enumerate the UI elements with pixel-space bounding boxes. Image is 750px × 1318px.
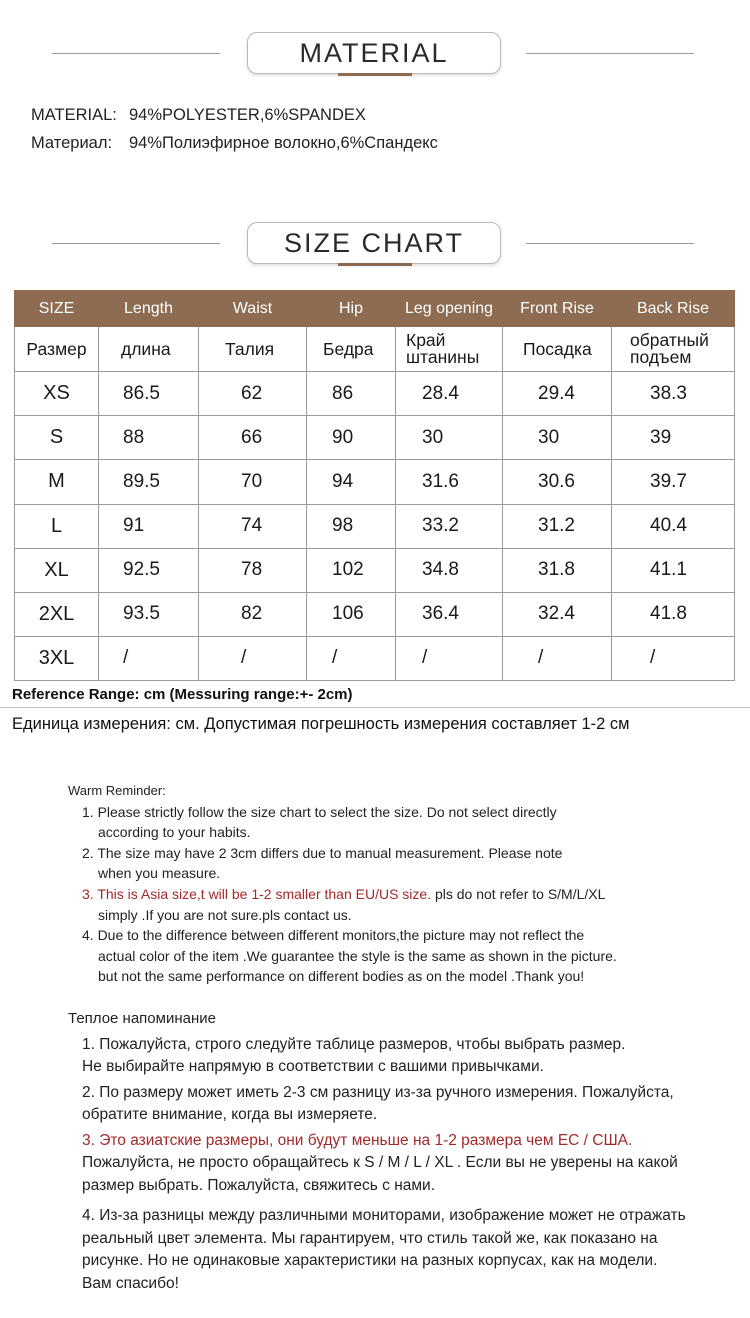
reference-range-note-ru: Единица измерения: см. Допустимая погрешность измерения составляет 1-2 см [12, 715, 630, 733]
header-cell: Length [99, 291, 199, 327]
reminder-item-text: реальный цвет элемента. Мы гарантируем, что стиль такой же, как показано на [82, 1229, 658, 1247]
title-accent-bar [338, 263, 412, 266]
table-row [15, 548, 735, 592]
reminder-item-text: размер выбрать. Пожалуйста, свяжитесь с нами. [82, 1176, 436, 1194]
value-cell: 30.6 [503, 460, 612, 504]
value-cell: 88 [99, 416, 199, 460]
header-cell-ru: длина [99, 327, 199, 372]
reminder-item [68, 925, 617, 987]
reminder-item-text [82, 884, 617, 905]
reminder-item-ru [68, 1130, 686, 1198]
warm-reminder-en [68, 781, 617, 987]
value-cell: 62 [199, 372, 307, 416]
material-label-en: MATERIAL: [31, 106, 117, 124]
value-cell: 89.5 [99, 460, 199, 504]
value-cell: 90 [307, 416, 396, 460]
value-cell: 70 [199, 460, 307, 504]
header-cell-ru: Бедра [307, 327, 396, 372]
value-cell: / [612, 636, 735, 680]
size-chart-table [14, 290, 735, 681]
value-cell: 41.1 [612, 548, 735, 592]
value-cell: 33.2 [396, 504, 503, 548]
value-cell: 28.4 [396, 372, 503, 416]
reminder-item-text: Не выбирайте напрямую в соответствии с вашими привычками. [82, 1058, 544, 1075]
material-label-ru: Материал: [31, 134, 113, 152]
table-row [15, 636, 735, 680]
size-cell: 2XL [15, 592, 99, 636]
size-cell: M [15, 460, 99, 504]
value-cell: 31.8 [503, 548, 612, 592]
value-cell: 106 [307, 592, 396, 636]
value-cell: 66 [199, 416, 307, 460]
header-cell-ru: Размер [15, 327, 99, 372]
material-value-en: 94%POLYESTER,6%SPANDEX [129, 106, 366, 124]
table-row [15, 372, 735, 416]
value-cell: 31.6 [396, 460, 503, 504]
value-cell: 30 [396, 416, 503, 460]
header-cell-ru: Талия [199, 327, 307, 372]
header-cell-ru: Посадка [503, 327, 612, 372]
value-cell: 86.5 [99, 372, 199, 416]
material-line-en [31, 106, 366, 125]
reminder-item [68, 843, 617, 884]
reminder-item-text: 1. Please strictly follow the size chart to select the size. Do not select directly [82, 803, 557, 820]
value-cell: 38.3 [612, 372, 735, 416]
header-cell: Back Rise [612, 291, 735, 327]
header-cell: Front Rise [503, 291, 612, 327]
value-cell: 30 [503, 416, 612, 460]
header-cell-ru: обратный подъем [612, 327, 735, 372]
section-divider [0, 707, 750, 708]
value-cell: 102 [307, 548, 396, 592]
size-cell: XS [15, 372, 99, 416]
reminder-item-ru [68, 1034, 686, 1079]
table-row [15, 460, 735, 504]
size-chart-heading [0, 222, 750, 268]
value-cell: 74 [199, 504, 307, 548]
value-cell: 31.2 [503, 504, 612, 548]
size-cell: L [15, 504, 99, 548]
value-cell: 86 [307, 372, 396, 416]
value-cell: 29.4 [503, 372, 612, 416]
header-cell: Hip [307, 291, 396, 327]
reminder-item-text: actual color of the item .We guarantee the style is the same as shown in the picture. [98, 947, 617, 964]
reminder-item-text: but not the same performance on different bodies as on the model .Thank you! [98, 968, 585, 985]
reminder-item-text: pls do not refer to S/M/L/XL [431, 885, 606, 902]
header-cell: Leg opening [396, 291, 503, 327]
heading-divider-left [52, 243, 220, 244]
size-chart-title: SIZE CHART [283, 228, 465, 258]
value-cell: / [199, 636, 307, 680]
material-title-pill [247, 32, 501, 74]
value-cell: 41.8 [612, 592, 735, 636]
reminder-item [68, 884, 617, 925]
reminder-item-ru [68, 1205, 686, 1295]
table-row [15, 592, 735, 636]
table-row [15, 504, 735, 548]
heading-divider-left [52, 53, 220, 54]
reminder-item-text: 4. Из-за разницы между различными мониторами, изображение может не отражать [82, 1207, 686, 1224]
reminder-title-ru: Теплое напоминание [68, 1010, 216, 1027]
reminder-item-text: Пожалуйста, не просто обращайтесь к S / M / L / XL . Если вы не уверены на какой [82, 1154, 678, 1171]
value-cell: 94 [307, 460, 396, 504]
value-cell: 40.4 [612, 504, 735, 548]
header-cell: Waist [199, 291, 307, 327]
heading-divider-right [526, 53, 694, 54]
value-cell: 36.4 [396, 592, 503, 636]
value-cell: 39 [612, 416, 735, 460]
reminder-item-text: обратите внимание, когда вы измеряете. [82, 1106, 378, 1123]
material-line-ru [31, 134, 438, 153]
value-cell: 78 [199, 548, 307, 592]
reminder-title: Warm Reminder: [68, 783, 166, 798]
reminder-item-text: 2. По размеру может иметь 2-3 см разницу из-за ручного измерения. Пожалуйста, [82, 1083, 674, 1101]
table-header-row-ru [15, 327, 735, 372]
value-cell: 34.8 [396, 548, 503, 592]
value-cell: 93.5 [99, 592, 199, 636]
reminder-warning-text: 3. Это азиатские размеры, они будут меньше на 1-2 размера чем EC / США. [82, 1131, 633, 1149]
reminder-item-text: Вам спасибо! [82, 1274, 179, 1292]
size-chart-title-pill [247, 222, 501, 264]
title-accent-bar [338, 73, 412, 76]
table-header-row [15, 291, 735, 327]
header-cell: SIZE [15, 291, 99, 327]
header-cell-ru: Край штанины [396, 327, 503, 372]
reminder-item [68, 802, 617, 843]
reminder-item-text: 2. The size may have 2 3cm differs due to manual measurement. Please note [82, 844, 563, 861]
value-cell: 92.5 [99, 548, 199, 592]
value-cell: / [396, 636, 503, 680]
value-cell: 98 [307, 504, 396, 548]
size-cell: S [15, 416, 99, 460]
size-cell: XL [15, 548, 99, 592]
size-cell: 3XL [15, 636, 99, 680]
reference-range-note: Reference Range: cm (Messuring range:+- 2cm) [12, 686, 353, 703]
reminder-item-text: рисунке. Но не одинаковые характеристики на разных корпусах, как на модели. [82, 1252, 658, 1269]
reminder-warning-text: 3. This is Asia size,t will be 1-2 smaller than EU/US size. [82, 885, 432, 902]
warm-reminder-ru [68, 1008, 686, 1295]
reminder-item-text: 1. Пожалуйста, строго следуйте таблице размеров, чтобы выбрать размер. [82, 1035, 626, 1053]
value-cell: 39.7 [612, 460, 735, 504]
reminder-item-ru [68, 1082, 686, 1127]
reminder-item-text: when you measure. [98, 865, 221, 882]
material-value-ru: 94%Полиэфирное волокно,6%Спандекс [129, 134, 438, 152]
table-row [15, 416, 735, 460]
heading-divider-right [526, 243, 694, 244]
value-cell: / [99, 636, 199, 680]
reminder-item-text: simply .If you are not sure.pls contact us. [98, 906, 352, 923]
value-cell: / [503, 636, 612, 680]
value-cell: / [307, 636, 396, 680]
reminder-item-text: according to your habits. [98, 824, 251, 841]
material-heading [0, 32, 750, 78]
material-title: MATERIAL [299, 38, 449, 68]
value-cell: 91 [99, 504, 199, 548]
value-cell: 82 [199, 592, 307, 636]
reminder-item-text: 4. Due to the difference between different monitors,the picture may not reflect the [82, 927, 585, 944]
value-cell: 32.4 [503, 592, 612, 636]
